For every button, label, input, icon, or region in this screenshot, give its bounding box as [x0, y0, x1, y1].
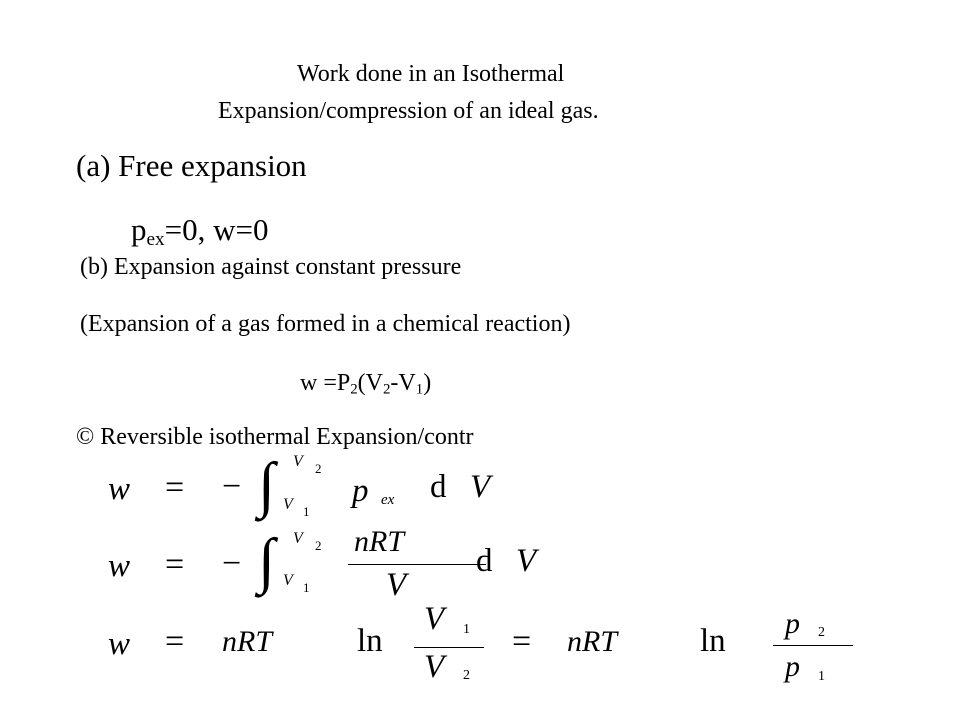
- eq3-numerator-v: V: [424, 601, 445, 637]
- section-a-equation-rest: =0, w=0: [164, 212, 269, 247]
- eq-b-part-c: -V: [390, 370, 416, 396]
- eq2-numerator-nrt: nRT: [354, 525, 405, 558]
- eq2-lower-limit-sub: 1: [303, 580, 310, 595]
- eq1-integral-sign: ∫: [258, 451, 275, 519]
- section-b-note: (Expansion of a gas formed in a chemical reaction): [80, 311, 571, 337]
- eq3-w: w: [108, 626, 131, 662]
- slide-title-line-2: Expansion/compression of an ideal gas.: [218, 98, 599, 124]
- eq-b-sub-3: 1: [415, 381, 424, 398]
- eq-b-part-d: ): [423, 370, 432, 396]
- pressure-symbol: p: [131, 212, 147, 247]
- eq2-denominator-v: V: [386, 567, 407, 603]
- eq2-integral-sign: ∫: [258, 527, 275, 595]
- eq2-fraction-bar: [348, 564, 486, 565]
- eq1-upper-limit-v: V: [293, 453, 303, 470]
- eq2-equals: =: [165, 546, 185, 583]
- section-b-equation: [300, 370, 431, 397]
- section-a-equation: [131, 212, 268, 248]
- eq1-equals: =: [165, 469, 185, 506]
- eq1-lower-limit-sub: 1: [303, 504, 310, 519]
- eq1-v: V: [470, 469, 491, 505]
- eq3-nrt: nRT: [222, 625, 273, 658]
- eq3-numerator-p-sub: 2: [818, 625, 825, 640]
- eq1-lower-limit-v: V: [283, 496, 293, 513]
- eq1-d: d: [430, 469, 447, 505]
- section-b-heading: (b) Expansion against constant pressure: [80, 254, 462, 280]
- eq3-denominator-v: V: [424, 649, 445, 685]
- slide-title-line-1: Work done in an Isothermal: [297, 61, 565, 87]
- eq3-denominator-sub: 2: [463, 668, 470, 683]
- eq1-p: p: [352, 473, 369, 509]
- eq1-upper-limit-sub: 2: [315, 461, 322, 476]
- section-a-heading: (a) Free expansion: [76, 148, 307, 183]
- eq2-upper-limit-v: V: [293, 530, 303, 547]
- eq-b-part-b: (V: [357, 370, 383, 396]
- eq3-equals-2: =: [512, 623, 532, 660]
- eq3-nrt-2: nRT: [567, 625, 618, 658]
- eq2-d: d: [476, 543, 493, 579]
- eq3-ln-1: ln: [357, 623, 383, 659]
- eq2-w: w: [108, 548, 131, 584]
- eq1-ex-sub: ex: [381, 492, 395, 508]
- eq-b-part-a: w =P: [300, 370, 351, 396]
- eq3-numerator-p: p: [785, 607, 800, 640]
- eq2-v: V: [516, 543, 537, 579]
- eq2-lower-limit-v: V: [283, 572, 293, 589]
- section-c-heading: © Reversible isothermal Expansion/contr: [76, 424, 474, 450]
- eq-b-sub-1: 2: [350, 381, 358, 398]
- eq3-fraction-bar-2: [773, 645, 853, 646]
- eq3-numerator-sub: 1: [463, 622, 470, 637]
- eq1-w: w: [108, 471, 131, 507]
- eq3-denominator-p-sub: 1: [818, 669, 825, 684]
- eq3-denominator-p: p: [785, 650, 800, 683]
- eq2-minus: −: [222, 545, 242, 582]
- ex-subscript: ex: [146, 228, 165, 250]
- eq-b-sub-2: 2: [382, 381, 391, 398]
- eq1-minus: −: [222, 468, 242, 505]
- eq3-equals: =: [165, 623, 185, 660]
- eq3-ln-2: ln: [700, 623, 726, 659]
- eq2-upper-limit-sub: 2: [315, 538, 322, 553]
